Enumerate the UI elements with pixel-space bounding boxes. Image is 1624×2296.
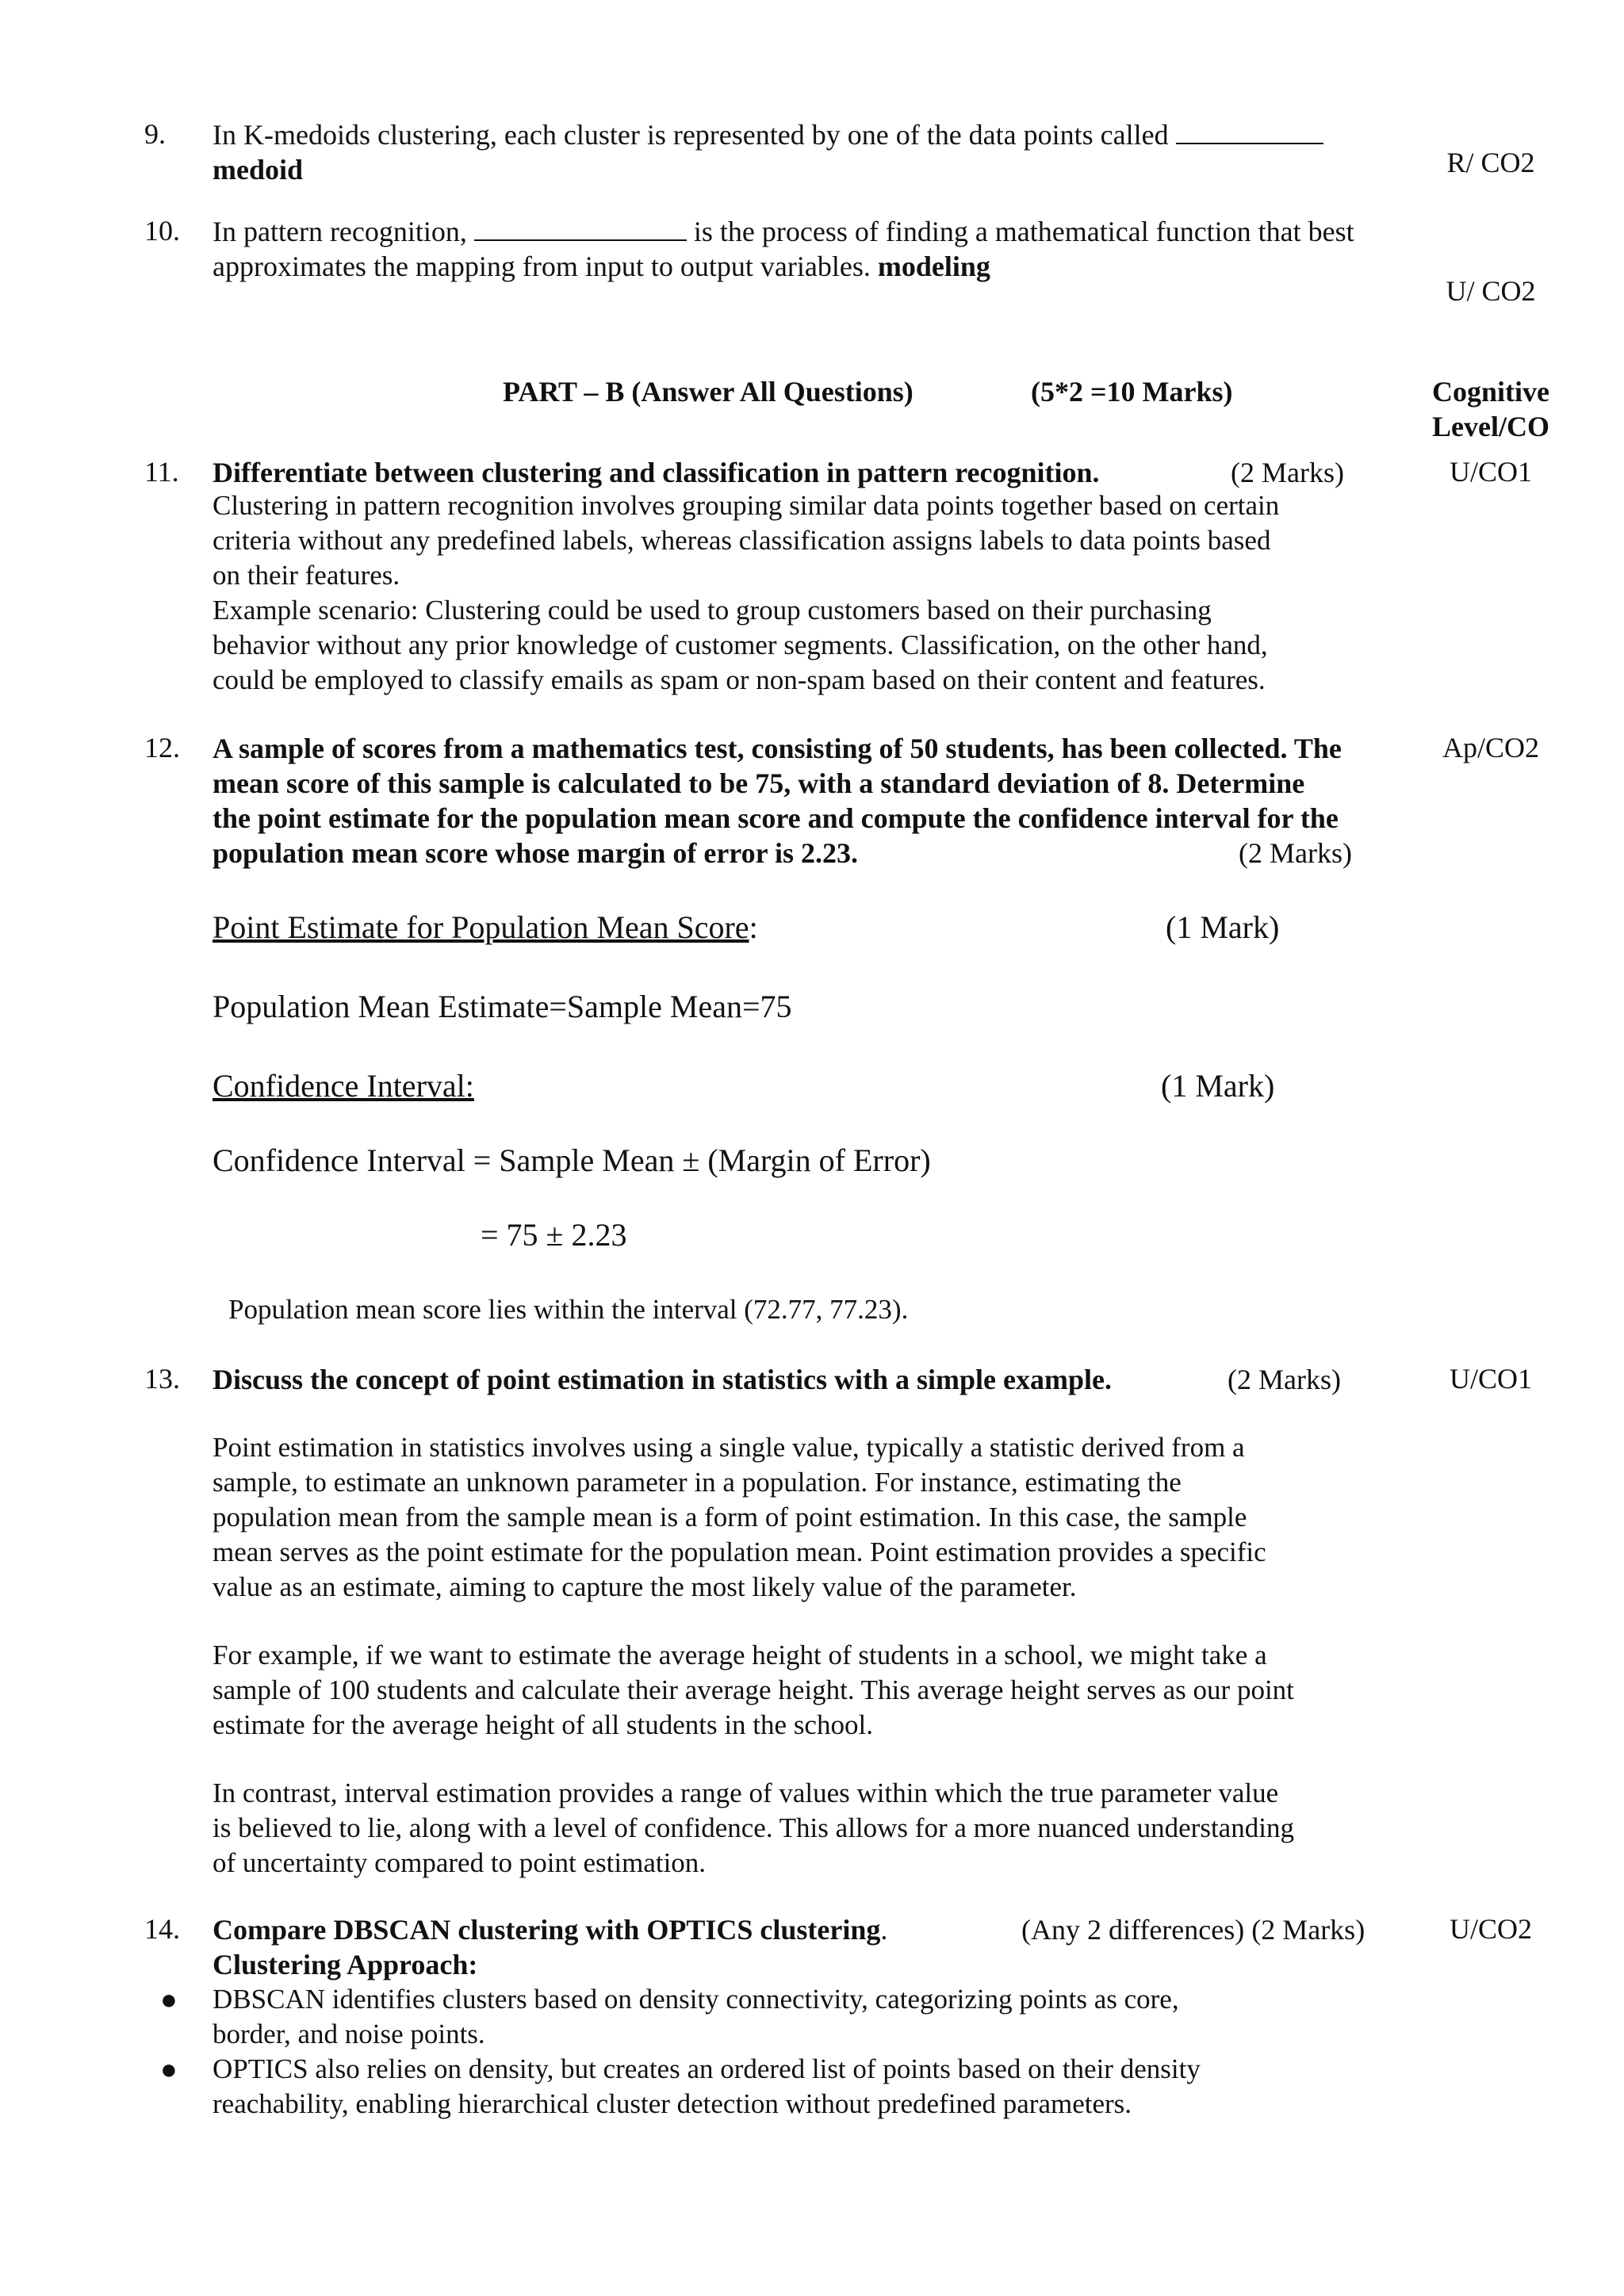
part-b-title: PART – B (Answer All Questions) [503,376,914,408]
q14-subheading: Clustering Approach: [213,1949,478,1980]
q9-text: In K-medoids clustering, each cluster is represented by one of the data points called [213,119,1169,151]
q10-co: U/ CO2 [1446,275,1536,307]
q14-marks: (Any 2 differences) (2 Marks) [1021,1914,1365,1946]
q14-question-period: . [880,1914,888,1946]
q10-blank [474,216,687,241]
point-estimate-marks: (1 Mark) [1166,909,1280,945]
q13-co: U/CO1 [1449,1363,1532,1395]
q10-answer: modeling [877,251,990,282]
q11-question: Differentiate between clustering and classification in pattern recognition. [213,457,1100,488]
q12-conclusion: Population mean score lies within the interval (72.77, 77.23). [228,1294,909,1325]
q13-line: sample, to estimate an unknown parameter in a population. For instance, estimating the [213,1467,1182,1498]
population-mean-line: Population Mean Estimate=Sample Mean=75 [213,989,792,1024]
q12-question-line: the point estimate for the population mean score and compute the confidence interval for the [213,802,1339,834]
q11-answer [213,488,1418,698]
header-line-2: Level/CO [1432,411,1549,442]
q13-marks: (2 Marks) [1228,1364,1341,1395]
q14-bullets [160,1982,1434,2122]
q13-line: Point estimation in statistics involves using a single value, typically a statistic derived from a [213,1432,1245,1463]
q14-bullet-line: reachability, enabling hierarchical cluster detection without predefined parameters. [213,2088,1132,2119]
q11-marks: (2 Marks) [1231,457,1344,488]
q11-line: Clustering in pattern recognition involves grouping similar data points together based on certain [213,490,1280,521]
q10-text-c: approximates the mapping from input to output variables. [213,251,871,282]
point-estimate-colon: : [749,909,758,945]
q14-bullet-line: DBSCAN identifies clusters based on density connectivity, categorizing points as core, [213,1984,1179,2015]
q13-line: In contrast, interval estimation provides a range of values within which the true parameter value [213,1777,1279,1808]
q14-number: 14. [144,1913,180,1945]
q13-line: For example, if we want to estimate the average height of students in a school, we might take a [213,1640,1267,1670]
q13-line: mean serves as the point estimate for the population mean. Point estimation provides a specific [213,1536,1266,1567]
q14-bullet-item [114,1982,1434,2052]
q11-line: Example scenario: Clustering could be used to group customers based on their purchasing [213,595,1212,626]
q9-question [213,117,1402,187]
q13-line: sample of 100 students and calculate their average height. This average height serves as our point [213,1674,1294,1705]
q13-number: 13. [144,1363,180,1395]
confidence-interval-value: = 75 ± 2.23 [481,1217,627,1253]
q9-answer: medoid [213,154,304,186]
q14-question [213,1912,887,1947]
q13-question: Discuss the concept of point estimation in statistics with a simple example. [213,1364,1112,1395]
q12-question-line: mean score of this sample is calculated to be 75, with a standard deviation of 8. Determine [213,767,1305,799]
q12-question-line: A sample of scores from a mathematics test, consisting of 50 students, has been collected. The [213,733,1342,764]
q12-question [213,731,1418,871]
q9-number: 9. [144,118,166,150]
header-line-1: Cognitive [1432,376,1549,408]
q12-co: Ap/CO2 [1442,732,1539,763]
q11-line: on their features. [213,560,400,591]
q13-paragraph-1 [213,1430,1418,1605]
q12-number: 12. [144,732,180,763]
q13-line: of uncertainty compared to point estimation. [213,1847,707,1878]
point-estimate-heading-text: Point Estimate for Population Mean Score [213,909,749,945]
q13-line: is believed to lie, along with a level of confidence. This allows for a more nuanced understanding [213,1812,1294,1843]
q13-paragraph-2 [213,1638,1418,1743]
q11-co: U/CO1 [1449,456,1532,488]
q10-text-b: is the process of finding a mathematical function that best [693,216,1354,247]
q10-text-a: In pattern recognition, [213,216,467,247]
q9-blank [1176,119,1323,144]
q14-bullet-line: border, and noise points. [213,2019,485,2049]
bullet-dot-icon: ● [160,1984,178,2015]
confidence-interval-marks: (1 Mark) [1161,1068,1275,1104]
cognitive-level-header [1411,374,1570,444]
q13-line: population mean from the sample mean is a form of point estimation. In this case, the sample [213,1502,1247,1533]
q10-question [213,214,1402,284]
q13-line: value as an estimate, aiming to capture the most likely value of the parameter. [213,1571,1077,1602]
q12-question-line: population mean score whose margin of error is 2.23. [213,837,858,869]
q11-line: could be employed to classify emails as spam or non-spam based on their content and features. [213,664,1266,695]
confidence-interval-heading: Confidence Interval: [213,1068,474,1104]
point-estimate-heading [213,909,758,946]
q11-line: criteria without any predefined labels, whereas classification assigns labels to data points based [213,525,1271,556]
q13-line: estimate for the average height of all students in the school. [213,1709,873,1740]
q9-co: R/ CO2 [1446,147,1535,178]
part-b-marks: (5*2 =10 Marks) [1031,376,1233,408]
bullet-dot-icon: ● [160,2053,178,2085]
confidence-interval-formula: Confidence Interval = Sample Mean ± (Margin of Error) [213,1142,931,1178]
q11-number: 11. [144,456,179,488]
q12-marks: (2 Marks) [1239,837,1352,869]
q13-paragraph-3 [213,1776,1418,1881]
q11-line: behavior without any prior knowledge of customer segments. Classification, on the other hand, [213,629,1268,660]
q14-co: U/CO2 [1449,1913,1532,1945]
q14-question-text: Compare DBSCAN clustering with OPTICS clustering [213,1914,881,1946]
q10-number: 10. [144,215,180,247]
q14-bullet-item [114,2052,1434,2122]
q14-bullet-line: OPTICS also relies on density, but creates an ordered list of points based on their density [213,2053,1201,2084]
